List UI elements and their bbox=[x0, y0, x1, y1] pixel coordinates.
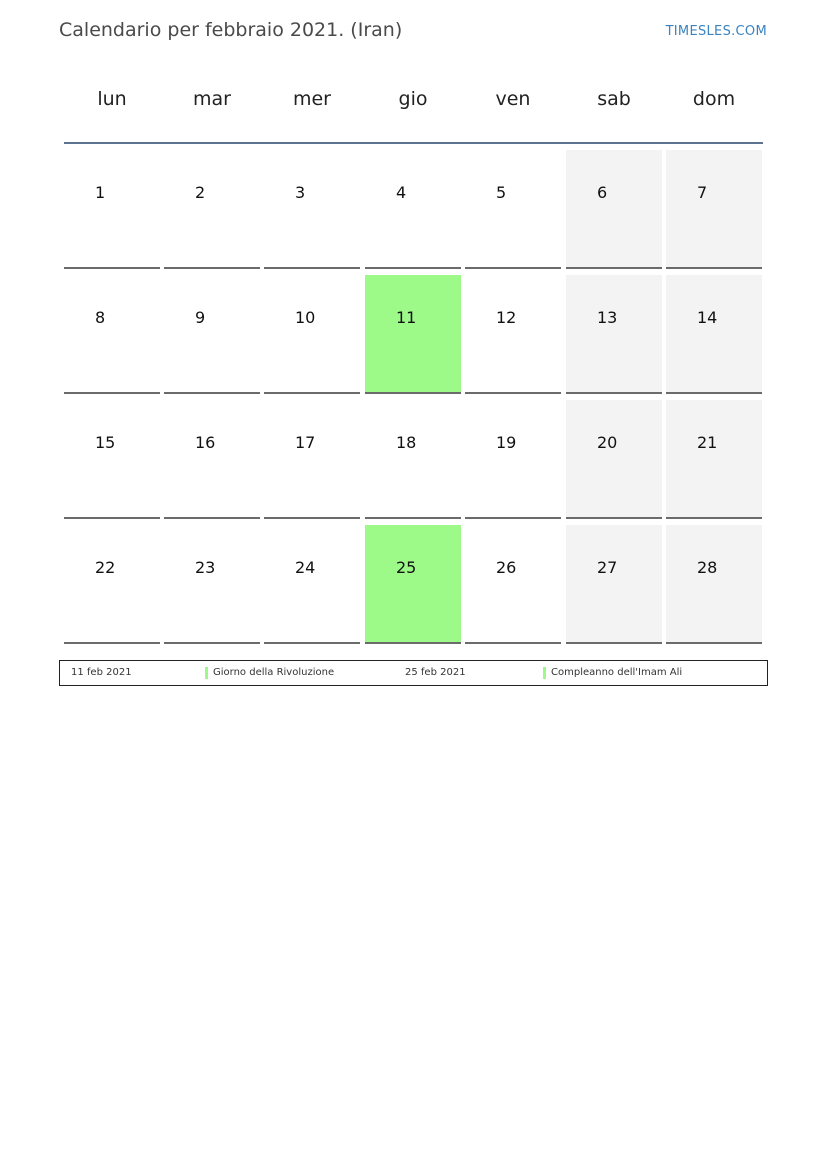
weekday-label: sab bbox=[597, 88, 631, 110]
day-cell[interactable] bbox=[64, 525, 160, 644]
holiday-color-marker bbox=[205, 667, 208, 679]
day-cell[interactable] bbox=[465, 150, 561, 269]
day-cell[interactable] bbox=[264, 525, 360, 644]
day-cell[interactable] bbox=[566, 400, 662, 519]
day-number: 7 bbox=[697, 183, 708, 202]
day-number: 11 bbox=[396, 308, 417, 327]
day-number: 24 bbox=[295, 558, 316, 577]
day-number: 5 bbox=[496, 183, 507, 202]
day-cell[interactable] bbox=[566, 150, 662, 269]
day-number: 23 bbox=[195, 558, 216, 577]
legend-date: 11 feb 2021 bbox=[71, 667, 132, 678]
day-cell[interactable] bbox=[264, 400, 360, 519]
day-number: 18 bbox=[396, 433, 417, 452]
legend-holiday-name: Giorno della Rivoluzione bbox=[213, 667, 335, 678]
day-number: 15 bbox=[95, 433, 116, 452]
day-cell[interactable] bbox=[666, 275, 762, 394]
day-cell[interactable] bbox=[465, 275, 561, 394]
day-number: 2 bbox=[195, 183, 206, 202]
day-number: 1 bbox=[95, 183, 106, 202]
page-title: Calendario per febbraio 2021. (Iran) bbox=[59, 19, 403, 41]
day-cell[interactable] bbox=[666, 150, 762, 269]
day-cell[interactable] bbox=[164, 525, 260, 644]
day-cell[interactable] bbox=[666, 525, 762, 644]
day-number: 16 bbox=[195, 433, 216, 452]
day-cell[interactable] bbox=[164, 275, 260, 394]
day-cell[interactable] bbox=[64, 150, 160, 269]
weekday-label: lun bbox=[97, 88, 127, 110]
legend-date: 25 feb 2021 bbox=[405, 667, 466, 678]
day-cell[interactable] bbox=[264, 150, 360, 269]
day-cell[interactable] bbox=[64, 400, 160, 519]
day-cell[interactable] bbox=[365, 400, 461, 519]
day-cell[interactable] bbox=[465, 400, 561, 519]
day-number: 4 bbox=[396, 183, 407, 202]
holiday-color-marker bbox=[543, 667, 546, 679]
day-number: 19 bbox=[496, 433, 517, 452]
day-cell[interactable] bbox=[264, 275, 360, 394]
day-cell[interactable] bbox=[64, 275, 160, 394]
day-number: 17 bbox=[295, 433, 316, 452]
day-number: 3 bbox=[295, 183, 306, 202]
weekday-label: dom bbox=[692, 88, 736, 110]
day-number: 27 bbox=[597, 558, 618, 577]
day-number: 20 bbox=[597, 433, 618, 452]
weekday-label: mer bbox=[292, 88, 331, 110]
holiday-legend bbox=[59, 660, 768, 686]
day-cell[interactable] bbox=[465, 525, 561, 644]
holiday-day-cell[interactable] bbox=[365, 275, 461, 394]
day-number: 9 bbox=[195, 308, 206, 327]
day-cell[interactable] bbox=[666, 400, 762, 519]
day-cell[interactable] bbox=[164, 400, 260, 519]
day-number: 14 bbox=[697, 308, 718, 327]
day-number: 12 bbox=[496, 308, 517, 327]
holiday-day-cell[interactable] bbox=[365, 525, 461, 644]
day-number: 28 bbox=[697, 558, 718, 577]
weekday-label: gio bbox=[398, 88, 428, 110]
day-cell[interactable] bbox=[566, 275, 662, 394]
day-number: 25 bbox=[396, 558, 417, 577]
weekday-label: ven bbox=[495, 88, 531, 110]
day-cell[interactable] bbox=[365, 150, 461, 269]
day-number: 6 bbox=[597, 183, 608, 202]
day-cell[interactable] bbox=[566, 525, 662, 644]
brand-link[interactable]: TIMESLES.COM bbox=[665, 24, 767, 39]
day-number: 8 bbox=[95, 308, 106, 327]
day-number: 26 bbox=[496, 558, 517, 577]
legend-holiday-name: Compleanno dell'Imam Ali bbox=[551, 667, 683, 678]
day-number: 13 bbox=[597, 308, 618, 327]
day-number: 22 bbox=[95, 558, 116, 577]
day-number: 21 bbox=[697, 433, 718, 452]
day-cell[interactable] bbox=[164, 150, 260, 269]
day-number: 10 bbox=[295, 308, 316, 327]
weekday-label: mar bbox=[193, 88, 231, 110]
